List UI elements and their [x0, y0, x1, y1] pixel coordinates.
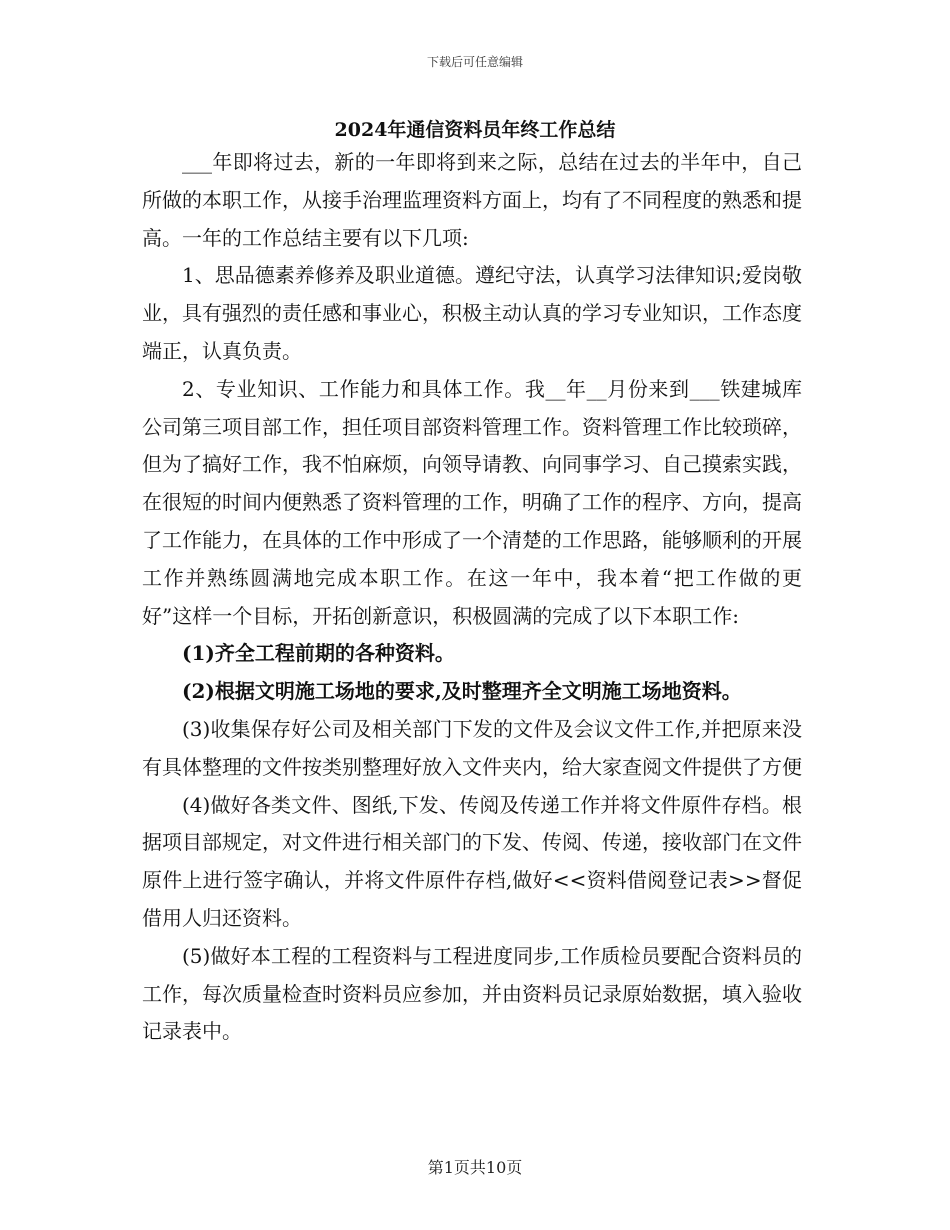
- page-number: 第1页共10页: [427, 1158, 523, 1177]
- download-editable-note: 下载后可任意编辑: [426, 55, 523, 69]
- work-ability-paragraph: 2、专业知识、工作能力和具体工作。我__年__月份来到___铁建城库公司第三项目部工作，担任项目部资料管理工作。资料管理工作比较琐碎，但为了搞好工作，我不怕麻烦，向领导请教、向同事学习、自己摸索实践，在很短的时间内便熟悉了资料管理的工作，明确了工作的程序、方向，提高了工作能力，在具体的工作中形成了一个清楚的工作思路，能够顺利的开展工作并熟练圆满地完成本职工作。在这一年中，我本着“把工作做的更好”这样一个目标，开拓创新意识，积极圆满的完成了以下本职工作:: [142, 376, 802, 628]
- intro-paragraph: ___年即将过去，新的一年即将到来之际，总结在过去的半年中，自己所做的本职工作，从接手治理监理资料方面上，均有了不同程度的熟悉和提高。一年的工作总结主要有以下几项:: [142, 150, 802, 250]
- list-item-1: (1)齐全工程前期的各种资料。: [182, 641, 455, 666]
- list-item-2: (2)根据文明施工场地的要求,及时整理齐全文明施工场地资料。: [182, 679, 742, 704]
- list-item-4: (4)做好各类文件、图纸,下发、传阅及传递工作并将文件原件存档。根据项目部规定，对文件进行相关部门的下发、传阅、传递，接收部门在文件原件上进行签字确认，并将文件原件存档,做好<<资料借阅登记表>>督促借用人归还资料。: [142, 792, 802, 930]
- document-body: [142, 144, 802, 1051]
- document-title: 2024年通信资料员年终工作总结: [334, 119, 616, 141]
- list-item-5: (5)做好本工程的工程资料与工程进度同步,工作质检员要配合资料员的工作，每次质量检查时资料员应参加，并由资料员记录原始数据，填入验收记录表中。: [142, 943, 802, 1044]
- ethics-paragraph: 1、思品德素养修养及职业道德。遵纪守法，认真学习法律知识;爱岗敬业，具有强烈的责任感和事业心，积极主动认真的学习专业知识，工作态度端正，认真负责。: [142, 263, 802, 363]
- list-item-3: (3)收集保存好公司及相关部门下发的文件及会议文件工作,并把原来没有具体整理的文件按类别整理好放入文件夹内，给大家查阅文件提供了方便: [142, 716, 802, 779]
